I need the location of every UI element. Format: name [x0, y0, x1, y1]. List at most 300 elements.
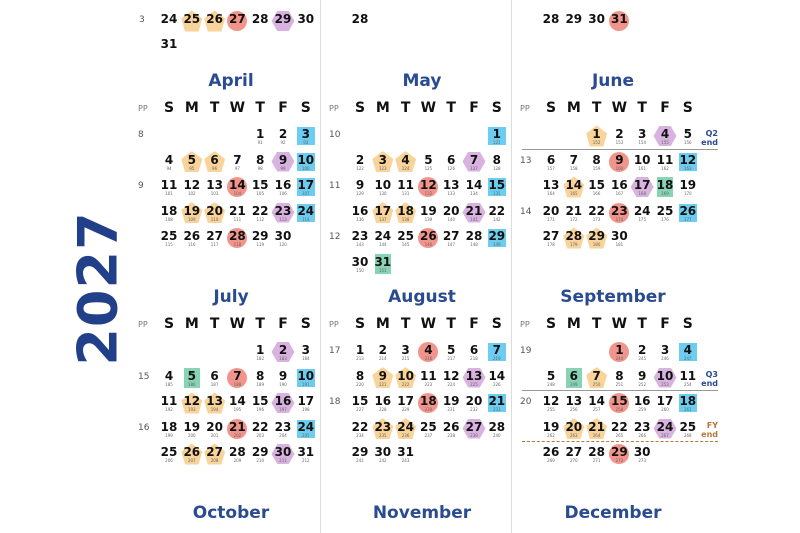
day-of-year: 157	[547, 165, 555, 171]
day-of-year: 129	[356, 191, 364, 196]
calendar-day	[272, 392, 294, 414]
day-of-year: 200	[187, 432, 196, 438]
day-of-year: 224	[447, 381, 455, 387]
day-number: 30	[374, 445, 392, 459]
calendar-day	[158, 35, 180, 57]
pay-period-header: PP	[329, 104, 339, 113]
pay-period-header: PP	[138, 104, 148, 113]
calendar-day	[349, 202, 371, 224]
month-title: July	[213, 287, 249, 307]
day-of-year: 184	[301, 356, 310, 361]
day-number: 26	[183, 229, 201, 243]
day-number: 9	[615, 152, 624, 167]
calendar-day	[440, 151, 462, 173]
day-of-year: 152	[592, 140, 601, 145]
day-number: 10	[397, 368, 414, 383]
calendar-day	[654, 202, 676, 224]
calendar-day	[486, 418, 508, 440]
month-title: August	[388, 287, 456, 307]
month-title: November	[372, 503, 472, 523]
pay-period-number: 15	[138, 371, 150, 382]
calendar-day	[204, 392, 226, 414]
calendar-day	[204, 227, 226, 249]
day-of-year: 233	[492, 407, 501, 412]
day-number: 1	[256, 343, 265, 357]
day-of-year: 143	[356, 242, 364, 247]
day-number: 30	[274, 445, 292, 459]
calendar-day	[158, 443, 180, 465]
day-number: 11	[160, 178, 178, 192]
calendar-day	[608, 202, 630, 224]
calendar-day	[158, 202, 180, 224]
day-of-year: 133	[447, 191, 455, 196]
calendar-day	[586, 10, 608, 32]
calendar-day	[540, 392, 562, 414]
calendar-day	[608, 227, 630, 249]
day-of-year: 110	[210, 216, 219, 222]
day-of-year: 196	[256, 407, 264, 412]
day-number: 13	[442, 178, 460, 192]
day-of-year: 163	[683, 165, 692, 171]
day-number: 15	[588, 178, 605, 192]
day-of-year: 264	[592, 432, 601, 438]
calendar-day	[226, 151, 248, 173]
day-of-year: 142	[492, 216, 501, 222]
day-of-year: 206	[165, 458, 173, 463]
fiscal-year-end-line	[522, 441, 718, 442]
calendar-day	[563, 367, 585, 389]
pay-period-number: 16	[138, 422, 150, 433]
day-number: 16	[633, 394, 651, 408]
calendar-day	[249, 392, 271, 414]
day-number: 23	[374, 419, 392, 434]
weekday-header: T	[255, 316, 265, 332]
day-of-year: 229	[401, 407, 410, 412]
day-number: 4	[660, 127, 670, 141]
day-number: 15	[251, 394, 269, 408]
calendar-day	[486, 125, 508, 147]
day-of-year: 118	[233, 242, 242, 247]
day-of-year: 272	[615, 458, 624, 463]
day-number: 22	[588, 203, 605, 218]
day-of-year: 192	[165, 407, 173, 412]
day-number: 11	[397, 178, 414, 192]
day-number: 21	[488, 394, 506, 408]
calendar-day	[272, 418, 294, 440]
calendar-day	[677, 176, 699, 198]
day-of-year: 273	[638, 458, 646, 463]
day-number: 7	[492, 343, 501, 357]
calendar-day	[654, 341, 676, 363]
weekday-header: T	[446, 100, 456, 116]
calendar-day	[631, 125, 653, 147]
calendar-day	[204, 443, 226, 465]
weekday-header: S	[491, 100, 502, 116]
day-number: 10	[656, 368, 674, 383]
day-of-year: 104	[233, 191, 242, 196]
day-number: 3	[401, 343, 410, 357]
day-number: 2	[378, 343, 387, 357]
day-number: 29	[274, 12, 292, 26]
calendar-day	[654, 151, 676, 173]
day-number: 31	[374, 254, 392, 269]
calendar-day	[563, 176, 585, 198]
day-number: 24	[633, 203, 651, 218]
calendar-day	[395, 341, 417, 363]
day-number: 13	[206, 178, 223, 192]
day-number: 13	[565, 394, 583, 408]
day-number: 20	[206, 203, 223, 218]
day-number: 1	[592, 127, 601, 141]
weekday-header: T	[209, 100, 220, 116]
day-number: 14	[488, 368, 506, 383]
calendar-day	[440, 392, 462, 414]
calendar-day	[417, 176, 439, 198]
day-of-year: 235	[378, 432, 387, 438]
calendar-day	[395, 227, 417, 249]
day-number: 26	[442, 419, 460, 434]
day-of-year: 190	[279, 381, 287, 387]
day-number: 6	[569, 368, 578, 383]
day-number: 23	[633, 419, 651, 434]
calendar-day	[540, 367, 562, 389]
calendar-day	[440, 202, 462, 224]
calendar-day	[395, 202, 417, 224]
day-number: 3	[660, 343, 670, 357]
pay-period-number: 19	[520, 346, 532, 356]
weekday-header: T	[255, 100, 265, 116]
day-of-year: 218	[470, 356, 478, 361]
day-of-year: 124	[401, 165, 410, 171]
calendar-day	[349, 367, 371, 389]
day-number: 18	[160, 203, 178, 218]
weekday-header: S	[300, 316, 311, 332]
day-of-year: 119	[256, 242, 264, 247]
weekday-header: S	[682, 316, 693, 332]
day-number: 27	[465, 419, 483, 434]
day-of-year: 144	[378, 242, 387, 247]
calendar-day	[563, 443, 585, 465]
day-number: 8	[615, 368, 624, 383]
calendar-day	[654, 418, 676, 440]
day-number: 17	[297, 178, 315, 192]
day-number: 11	[679, 368, 697, 383]
calendar-day	[563, 10, 585, 32]
day-number: 23	[274, 419, 292, 434]
day-of-year: 228	[378, 407, 387, 412]
calendar-day	[395, 367, 417, 389]
calendar-day	[349, 392, 371, 414]
day-of-year: 263	[569, 432, 578, 438]
day-of-year: 141	[470, 216, 478, 222]
day-number: 11	[656, 152, 674, 167]
pay-period-number: 12	[329, 232, 341, 242]
day-number: 28	[542, 12, 560, 26]
day-of-year: 112	[256, 216, 264, 222]
day-of-year: 195	[233, 407, 242, 412]
day-of-year: 191	[301, 381, 310, 387]
day-of-year: 246	[661, 356, 669, 361]
calendar-day	[677, 202, 699, 224]
day-number: 5	[447, 343, 456, 357]
day-number: 24	[374, 229, 392, 243]
month-title: October	[192, 503, 270, 523]
day-number: 8	[256, 152, 265, 167]
day-of-year: 176	[661, 216, 669, 222]
day-of-year: 151	[378, 267, 387, 273]
day-of-year: 262	[547, 432, 555, 438]
calendar-day	[249, 227, 271, 249]
day-of-year: 181	[615, 242, 624, 247]
calendar-day	[372, 176, 394, 198]
day-number: 31	[611, 12, 628, 26]
day-number: 29	[488, 229, 506, 243]
calendar-day	[249, 443, 271, 465]
day-number: 30	[633, 445, 651, 459]
day-number: 23	[351, 229, 369, 243]
calendar-day	[631, 341, 653, 363]
weekday-header: S	[545, 100, 557, 116]
day-of-year: 145	[401, 242, 410, 247]
day-number: 4	[164, 152, 174, 167]
weekday-header: S	[682, 100, 693, 116]
day-number: 11	[420, 368, 437, 383]
calendar-day	[349, 227, 371, 249]
calendar-day	[608, 443, 630, 465]
quarter-end-note: Q3 end	[701, 370, 718, 388]
calendar-day	[204, 418, 226, 440]
day-number: 10	[297, 368, 315, 383]
day-number: 2	[278, 343, 288, 357]
calendar-day	[395, 151, 417, 173]
day-number: 21	[565, 203, 583, 218]
day-of-year: 257	[592, 407, 601, 412]
day-number: 5	[424, 152, 433, 167]
day-of-year: 140	[447, 216, 455, 222]
day-of-year: 198	[301, 407, 310, 412]
day-of-year: 158	[569, 165, 578, 171]
day-number: 22	[251, 203, 269, 218]
day-of-year: 249	[569, 381, 578, 387]
day-number: 17	[633, 178, 651, 192]
pay-period-number: 3	[139, 15, 145, 25]
day-of-year: 98	[257, 165, 263, 171]
day-number: 25	[397, 229, 414, 243]
weekday-header: T	[209, 316, 220, 332]
day-number: 30	[588, 12, 605, 26]
day-number: 2	[355, 152, 365, 167]
day-of-year: 203	[256, 432, 264, 438]
calendar-day	[372, 151, 394, 173]
calendar-day	[486, 367, 508, 389]
day-number: 14	[588, 394, 605, 408]
calendar-day	[158, 418, 180, 440]
day-of-year: 109	[187, 216, 196, 222]
day-of-year: 182	[256, 356, 264, 361]
day-number: 26	[679, 203, 697, 218]
calendar-day	[563, 151, 585, 173]
calendar-day	[654, 125, 676, 147]
calendar-day	[486, 341, 508, 363]
day-of-year: 207	[187, 458, 196, 463]
calendar-day	[417, 151, 439, 173]
day-of-year: 216	[424, 356, 433, 361]
day-number: 30	[351, 254, 369, 269]
calendar-day	[158, 367, 180, 389]
day-of-year: 204	[279, 432, 287, 438]
day-of-year: 189	[256, 381, 264, 387]
weekday-header: S	[491, 316, 502, 332]
day-number: 26	[183, 445, 201, 459]
day-number: 19	[183, 419, 201, 434]
calendar-day	[540, 10, 562, 32]
day-number: 18	[160, 419, 178, 434]
day-number: 19	[183, 203, 201, 218]
day-number: 17	[374, 203, 392, 218]
day-number: 23	[274, 203, 292, 218]
day-number: 6	[210, 152, 219, 167]
calendar-day	[654, 367, 676, 389]
calendar-day	[349, 10, 371, 32]
calendar-day	[226, 227, 248, 249]
calendar-day	[372, 443, 394, 465]
day-number: 6	[469, 343, 479, 357]
day-of-year: 230	[424, 407, 433, 412]
day-number: 19	[420, 203, 437, 218]
day-of-year: 238	[447, 432, 455, 438]
calendar-day	[158, 10, 180, 32]
day-number: 16	[274, 178, 292, 192]
day-of-year: 91	[257, 140, 263, 145]
weekday-header: M	[375, 316, 390, 332]
day-of-year: 253	[661, 381, 669, 387]
weekday-header: S	[354, 316, 366, 332]
day-number: 2	[278, 127, 288, 141]
day-number: 25	[160, 229, 178, 243]
day-of-year: 205	[301, 432, 310, 438]
day-of-year: 146	[424, 242, 433, 247]
calendar-day	[226, 392, 248, 414]
day-number: 31	[160, 37, 178, 51]
day-of-year: 223	[424, 381, 433, 387]
weekday-header: F	[469, 100, 479, 116]
day-of-year: 168	[638, 191, 646, 196]
day-of-year: 107	[301, 191, 310, 196]
day-of-year: 244	[615, 356, 624, 361]
day-of-year: 180	[592, 242, 601, 247]
day-of-year: 251	[615, 381, 624, 387]
calendar-day	[463, 202, 485, 224]
calendar-day	[440, 418, 462, 440]
day-of-year: 147	[447, 242, 455, 247]
day-of-year: 187	[210, 381, 219, 387]
calendar-day	[417, 227, 439, 249]
day-number: 6	[210, 368, 219, 383]
day-of-year: 248	[547, 381, 555, 387]
day-of-year: 236	[401, 432, 410, 438]
day-of-year: 162	[661, 165, 669, 171]
weekday-header: T	[446, 316, 456, 332]
day-number: 22	[251, 419, 269, 434]
day-number: 24	[656, 419, 674, 434]
weekday-header: S	[545, 316, 557, 332]
day-of-year: 106	[279, 191, 287, 196]
day-number: 8	[492, 152, 501, 167]
calendar-day	[249, 176, 271, 198]
day-of-year: 111	[233, 216, 242, 222]
calendar-day	[181, 392, 203, 414]
day-of-year: 197	[279, 407, 287, 412]
calendar-day	[158, 151, 180, 173]
calendar-day	[631, 202, 653, 224]
day-number: 21	[465, 203, 483, 218]
calendar-day	[181, 151, 203, 173]
calendar-day	[158, 227, 180, 249]
calendar-day	[417, 418, 439, 440]
day-number: 1	[492, 127, 501, 141]
weekday-header: S	[163, 316, 175, 332]
day-number: 3	[301, 343, 310, 357]
calendar-day	[463, 341, 485, 363]
day-of-year: 240	[492, 432, 501, 438]
calendar-day	[372, 367, 394, 389]
day-number: 13	[542, 178, 560, 192]
day-of-year: 252	[638, 381, 646, 387]
day-number: 8	[592, 152, 601, 167]
day-of-year: 199	[165, 432, 173, 438]
weekday-header: S	[354, 100, 366, 116]
calendar-day	[372, 341, 394, 363]
day-of-year: 150	[356, 267, 364, 273]
day-number: 10	[374, 178, 392, 192]
day-number: 27	[206, 229, 223, 243]
calendar-day	[204, 151, 226, 173]
day-of-year: 132	[424, 191, 433, 196]
day-of-year: 227	[356, 407, 364, 412]
day-number: 22	[611, 419, 628, 434]
day-number: 25	[656, 203, 674, 218]
quarter-end-line	[522, 149, 718, 150]
day-number: 24	[160, 12, 178, 26]
day-of-year: 99	[280, 165, 286, 171]
calendar-day	[372, 227, 394, 249]
calendar-day	[440, 176, 462, 198]
day-number: 12	[542, 394, 560, 408]
day-of-year: 247	[683, 356, 692, 361]
calendar-day	[204, 202, 226, 224]
day-number: 17	[297, 394, 315, 408]
calendar-day	[249, 202, 271, 224]
day-of-year: 102	[187, 191, 196, 196]
calendar-day	[158, 176, 180, 198]
calendar-day	[272, 176, 294, 198]
day-number: 14	[229, 178, 246, 192]
day-of-year: 188	[233, 381, 242, 387]
calendar-day	[440, 227, 462, 249]
day-of-year: 219	[492, 356, 501, 361]
day-of-year: 239	[470, 432, 478, 438]
weekday-header: S	[163, 100, 175, 116]
pay-period-number: 10	[329, 130, 341, 140]
day-number: 28	[229, 445, 246, 459]
day-of-year: 114	[301, 216, 310, 222]
pay-period-number: 20	[520, 397, 532, 407]
pay-period-number: 18	[329, 397, 341, 407]
day-of-year: 167	[615, 191, 624, 196]
day-of-year: 130	[378, 191, 387, 196]
day-of-year: 194	[210, 407, 219, 412]
weekday-header: F	[660, 100, 670, 116]
